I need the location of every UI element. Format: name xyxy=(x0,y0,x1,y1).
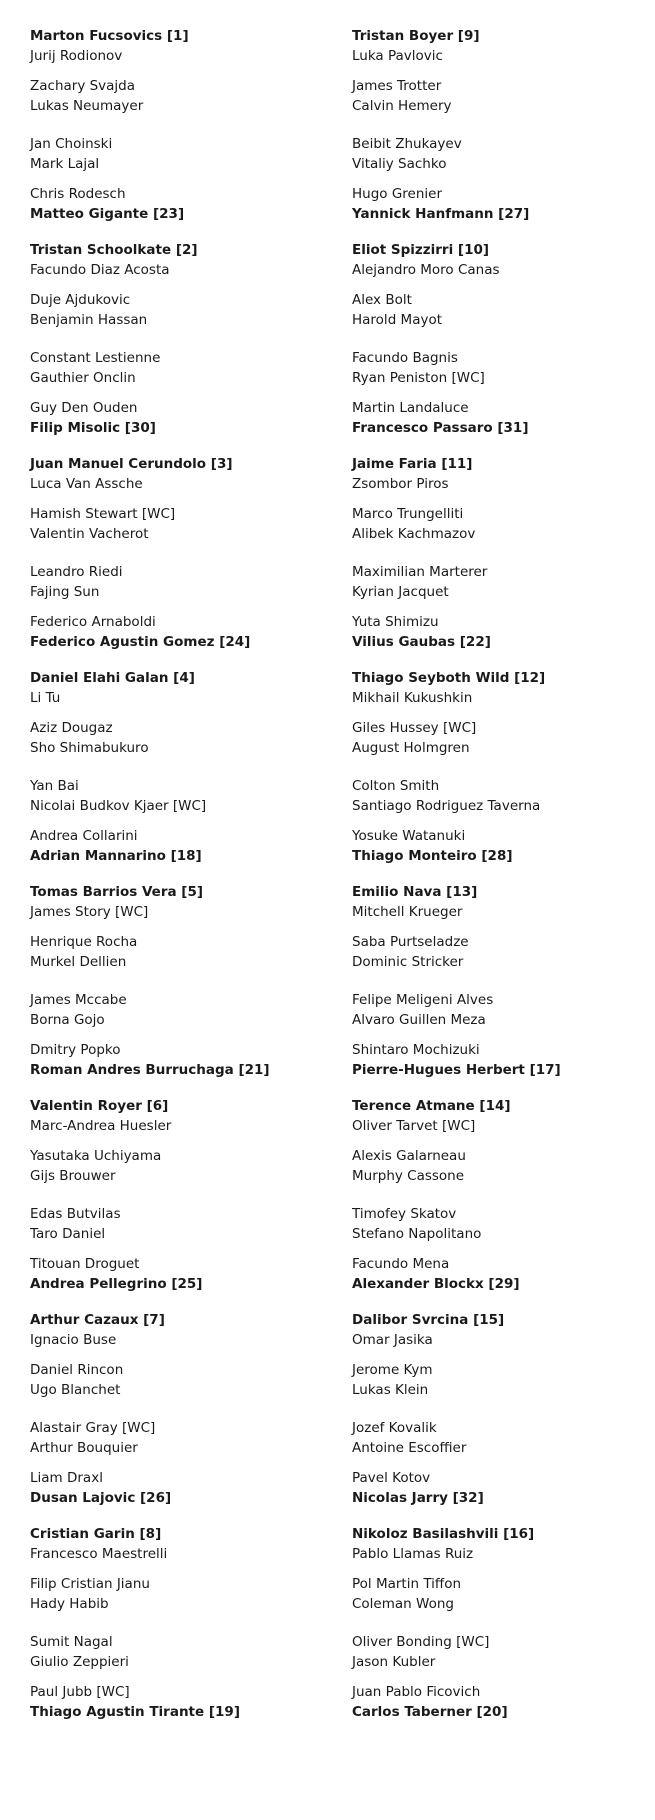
player-name: Hady Habib xyxy=(30,1596,109,1612)
player-name: Paul Jubb [WC] xyxy=(30,1684,130,1700)
match-pair xyxy=(30,1096,171,1136)
match-pair xyxy=(352,562,487,602)
player-name: James Mccabe xyxy=(30,992,127,1008)
player-name: Jozef Kovalik xyxy=(352,1420,437,1436)
match-pair xyxy=(352,826,513,866)
match-pair xyxy=(352,398,529,438)
player-name: Ignacio Buse xyxy=(30,1332,117,1348)
player-name: Marco Trungelliti xyxy=(352,506,464,522)
player-name: Oliver Tarvet [WC] xyxy=(352,1118,476,1134)
seeded-player-name: Nikoloz Basilashvili [16] xyxy=(352,1526,535,1542)
match-pair xyxy=(30,1040,270,1080)
seeded-player-name: Cristian Garin [8] xyxy=(30,1526,162,1542)
player-name: Felipe Meligeni Alves xyxy=(352,992,494,1008)
match-pair xyxy=(352,1418,466,1458)
seeded-player-name: Adrian Mannarino [18] xyxy=(30,848,202,864)
match-pair xyxy=(352,990,493,1030)
player-name: Borna Gojo xyxy=(30,1012,105,1028)
seeded-player-name: Tristan Boyer [9] xyxy=(352,28,480,44)
player-name: Shintaro Mochizuki xyxy=(352,1042,480,1058)
seeded-player-name: Marton Fucsovics [1] xyxy=(30,28,189,44)
player-name: Lukas Neumayer xyxy=(30,98,144,114)
player-name: Mark Lajal xyxy=(30,156,100,172)
player-name: Constant Lestienne xyxy=(30,350,161,366)
draw-column-right xyxy=(352,26,652,1738)
match-pair xyxy=(352,1204,481,1244)
player-name: Yasutaka Uchiyama xyxy=(30,1148,162,1164)
player-name: James Trotter xyxy=(352,78,442,94)
match-pair xyxy=(352,1682,508,1722)
match-pair xyxy=(30,1632,129,1672)
match-pair xyxy=(30,1146,161,1186)
seeded-player-name: Emilio Nava [13] xyxy=(352,884,478,900)
match-pair xyxy=(30,1204,121,1244)
player-name: Ugo Blanchet xyxy=(30,1382,121,1398)
draw-section xyxy=(352,1310,652,1524)
player-name: Filip Cristian Jianu xyxy=(30,1576,150,1592)
player-name: Gauthier Onclin xyxy=(30,370,136,386)
match-pair xyxy=(352,776,540,816)
match-pair xyxy=(30,1682,240,1722)
player-name: Yan Bai xyxy=(30,778,79,794)
player-name: Vitaliy Sachko xyxy=(352,156,447,172)
player-name: Timofey Skatov xyxy=(352,1206,457,1222)
player-name: Harold Mayot xyxy=(352,312,443,328)
player-name: Omar Jasika xyxy=(352,1332,433,1348)
seeded-player-name: Eliot Spizzirri [10] xyxy=(352,242,490,258)
seeded-player-name: Roman Andres Burruchaga [21] xyxy=(30,1062,270,1078)
draw-column-left xyxy=(30,26,330,1738)
seeded-player-name: Jaime Faria [11] xyxy=(352,456,473,472)
player-name: Fajing Sun xyxy=(30,584,100,600)
player-name: Jurij Rodionov xyxy=(30,48,123,64)
player-name: Leandro Riedi xyxy=(30,564,123,580)
match-pair xyxy=(352,26,480,66)
match-pair xyxy=(30,504,175,544)
player-name: Taro Daniel xyxy=(30,1226,106,1242)
seeded-player-name: Thiago Agustin Tirante [19] xyxy=(30,1704,240,1720)
seeded-player-name: Valentin Royer [6] xyxy=(30,1098,169,1114)
match-pair xyxy=(30,1468,171,1508)
player-name: Saba Purtseladze xyxy=(352,934,469,950)
player-name: Arthur Bouquier xyxy=(30,1440,138,1456)
seeded-player-name: Thiago Monteiro [28] xyxy=(352,848,513,864)
player-name: Federico Arnaboldi xyxy=(30,614,156,630)
match-pair xyxy=(30,990,127,1030)
match-pair xyxy=(30,1310,165,1350)
match-pair xyxy=(352,76,452,116)
match-pair xyxy=(352,1254,520,1294)
player-name: Andrea Collarini xyxy=(30,828,138,844)
player-name: Jerome Kym xyxy=(352,1362,433,1378)
seeded-player-name: Thiago Seyboth Wild [12] xyxy=(352,670,546,686)
player-name: Giulio Zeppieri xyxy=(30,1654,129,1670)
match-pair xyxy=(352,1574,461,1614)
player-name: Hamish Stewart [WC] xyxy=(30,506,176,522)
player-name: Alastair Gray [WC] xyxy=(30,1420,156,1436)
player-name: Henrique Rocha xyxy=(30,934,138,950)
match-pair xyxy=(352,134,462,174)
match-pair xyxy=(352,932,469,972)
seeded-player-name: Yannick Hanfmann [27] xyxy=(352,206,530,222)
seeded-player-name: Nicolas Jarry [32] xyxy=(352,1490,484,1506)
match-pair xyxy=(352,454,472,494)
seeded-player-name: Daniel Elahi Galan [4] xyxy=(30,670,195,686)
player-name: Alejandro Moro Canas xyxy=(352,262,500,278)
player-name: Facundo Mena xyxy=(352,1256,450,1272)
player-name: August Holmgren xyxy=(352,740,470,756)
player-name: Coleman Wong xyxy=(352,1596,454,1612)
player-name: Gijs Brouwer xyxy=(30,1168,116,1184)
player-name: Mitchell Krueger xyxy=(352,904,463,920)
match-pair xyxy=(30,718,149,758)
player-name: Nicolai Budkov Kjaer [WC] xyxy=(30,798,207,814)
player-name: Pavel Kotov xyxy=(352,1470,431,1486)
match-pair xyxy=(30,240,198,280)
draw-section xyxy=(30,1096,330,1310)
draw-section xyxy=(352,240,652,454)
player-name: Alexis Galarneau xyxy=(352,1148,466,1164)
seeded-player-name: Francesco Passaro [31] xyxy=(352,420,529,436)
player-name: Mikhail Kukushkin xyxy=(352,690,473,706)
player-name: Benjamin Hassan xyxy=(30,312,148,328)
draw-section xyxy=(30,1310,330,1524)
seeded-player-name: Terence Atmane [14] xyxy=(352,1098,511,1114)
player-name: Stefano Napolitano xyxy=(352,1226,482,1242)
draw-section xyxy=(30,1524,330,1738)
player-name: Duje Ajdukovic xyxy=(30,292,131,308)
draw-section xyxy=(30,668,330,882)
match-pair xyxy=(30,134,112,174)
match-pair xyxy=(30,26,189,66)
match-pair xyxy=(30,562,123,602)
player-name: Pablo Llamas Ruiz xyxy=(352,1546,474,1562)
player-name: Aziz Dougaz xyxy=(30,720,113,736)
player-name: Beibit Zhukayev xyxy=(352,136,462,152)
player-name: Zachary Svajda xyxy=(30,78,136,94)
match-pair xyxy=(30,776,206,816)
player-name: Calvin Hemery xyxy=(352,98,452,114)
match-pair xyxy=(352,504,475,544)
player-name: Lukas Klein xyxy=(352,1382,429,1398)
match-pair xyxy=(352,1632,489,1672)
seeded-player-name: Vilius Gaubas [22] xyxy=(352,634,491,650)
match-pair xyxy=(352,1040,561,1080)
seeded-player-name: Tristan Schoolkate [2] xyxy=(30,242,198,258)
match-pair xyxy=(352,184,529,224)
seeded-player-name: Matteo Gigante [23] xyxy=(30,206,185,222)
player-name: Sumit Nagal xyxy=(30,1634,113,1650)
draw-section xyxy=(352,454,652,668)
seeded-player-name: Federico Agustin Gomez [24] xyxy=(30,634,251,650)
match-pair xyxy=(30,932,137,972)
seeded-player-name: Dusan Lajovic [26] xyxy=(30,1490,172,1506)
match-pair xyxy=(30,668,195,708)
seeded-player-name: Dalibor Svrcina [15] xyxy=(352,1312,505,1328)
seeded-player-name: Pierre-Hugues Herbert [17] xyxy=(352,1062,561,1078)
player-name: Giles Hussey [WC] xyxy=(352,720,477,736)
player-name: Pol Martin Tiffon xyxy=(352,1576,462,1592)
match-pair xyxy=(30,1524,167,1564)
player-name: Murphy Cassone xyxy=(352,1168,465,1184)
match-pair xyxy=(352,290,442,330)
player-name: Jason Kubler xyxy=(352,1654,436,1670)
match-pair xyxy=(352,612,491,652)
match-pair xyxy=(352,1096,511,1136)
seeded-player-name: Alexander Blockx [29] xyxy=(352,1276,520,1292)
player-name: Yuta Shimizu xyxy=(352,614,439,630)
seeded-player-name: Tomas Barrios Vera [5] xyxy=(30,884,204,900)
player-name: Colton Smith xyxy=(352,778,440,794)
match-pair xyxy=(30,1574,150,1614)
player-name: Hugo Grenier xyxy=(352,186,443,202)
draw-section xyxy=(352,882,652,1096)
match-pair xyxy=(30,348,160,388)
match-pair xyxy=(30,826,202,866)
player-name: Dmitry Popko xyxy=(30,1042,121,1058)
player-name: Guy Den Ouden xyxy=(30,400,138,416)
player-name: Juan Pablo Ficovich xyxy=(352,1684,481,1700)
player-name: Ryan Peniston [WC] xyxy=(352,370,485,386)
draw-section xyxy=(30,882,330,1096)
player-name: Jan Choinski xyxy=(30,136,113,152)
match-pair xyxy=(30,1418,155,1458)
player-name: Chris Rodesch xyxy=(30,186,126,202)
player-name: Maximilian Marterer xyxy=(352,564,488,580)
draw-section xyxy=(352,1096,652,1310)
draw-section xyxy=(30,454,330,668)
match-pair xyxy=(30,882,203,922)
player-name: Liam Draxl xyxy=(30,1470,103,1486)
player-name: Kyrian Jacquet xyxy=(352,584,449,600)
match-pair xyxy=(30,612,250,652)
player-name: Valentin Vacherot xyxy=(30,526,149,542)
seeded-player-name: Juan Manuel Cerundolo [3] xyxy=(30,456,233,472)
match-pair xyxy=(30,454,233,494)
player-name: Zsombor Piros xyxy=(352,476,449,492)
draw-section xyxy=(352,1524,652,1738)
draw-section xyxy=(352,668,652,882)
player-name: James Story [WC] xyxy=(30,904,149,920)
player-name: Murkel Dellien xyxy=(30,954,127,970)
match-pair xyxy=(352,882,477,922)
player-name: Santiago Rodriguez Taverna xyxy=(352,798,541,814)
draw-section xyxy=(352,26,652,240)
match-pair xyxy=(352,718,476,758)
match-pair xyxy=(30,76,143,116)
player-name: Dominic Stricker xyxy=(352,954,464,970)
match-pair xyxy=(352,240,500,280)
draw-section xyxy=(30,240,330,454)
player-name: Sho Shimabukuro xyxy=(30,740,149,756)
player-name: Facundo Bagnis xyxy=(352,350,458,366)
player-name: Marc-Andrea Huesler xyxy=(30,1118,172,1134)
player-name: Edas Butvilas xyxy=(30,1206,121,1222)
player-name: Oliver Bonding [WC] xyxy=(352,1634,490,1650)
player-name: Titouan Droguet xyxy=(30,1256,140,1272)
match-pair xyxy=(30,290,147,330)
match-pair xyxy=(352,1524,534,1564)
match-pair xyxy=(30,1360,123,1400)
player-name: Luka Pavlovic xyxy=(352,48,443,64)
draw-section xyxy=(30,26,330,240)
player-name: Facundo Diaz Acosta xyxy=(30,262,170,278)
match-pair xyxy=(30,398,156,438)
player-name: Francesco Maestrelli xyxy=(30,1546,168,1562)
seeded-player-name: Arthur Cazaux [7] xyxy=(30,1312,165,1328)
player-name: Yosuke Watanuki xyxy=(352,828,466,844)
match-pair xyxy=(352,668,545,708)
seeded-player-name: Filip Misolic [30] xyxy=(30,420,156,436)
player-name: Li Tu xyxy=(30,690,61,706)
match-pair xyxy=(352,1360,433,1400)
player-name: Antoine Escoffier xyxy=(352,1440,467,1456)
match-pair xyxy=(352,1146,466,1186)
match-pair xyxy=(30,1254,202,1294)
player-name: Luca Van Assche xyxy=(30,476,143,492)
match-pair xyxy=(352,1468,484,1508)
seeded-player-name: Andrea Pellegrino [25] xyxy=(30,1276,203,1292)
player-name: Martin Landaluce xyxy=(352,400,469,416)
seeded-player-name: Carlos Taberner [20] xyxy=(352,1704,508,1720)
match-pair xyxy=(352,348,485,388)
player-name: Alex Bolt xyxy=(352,292,412,308)
player-name: Alvaro Guillen Meza xyxy=(352,1012,486,1028)
player-name: Daniel Rincon xyxy=(30,1362,124,1378)
match-pair xyxy=(30,184,184,224)
player-name: Alibek Kachmazov xyxy=(352,526,476,542)
match-pair xyxy=(352,1310,504,1350)
